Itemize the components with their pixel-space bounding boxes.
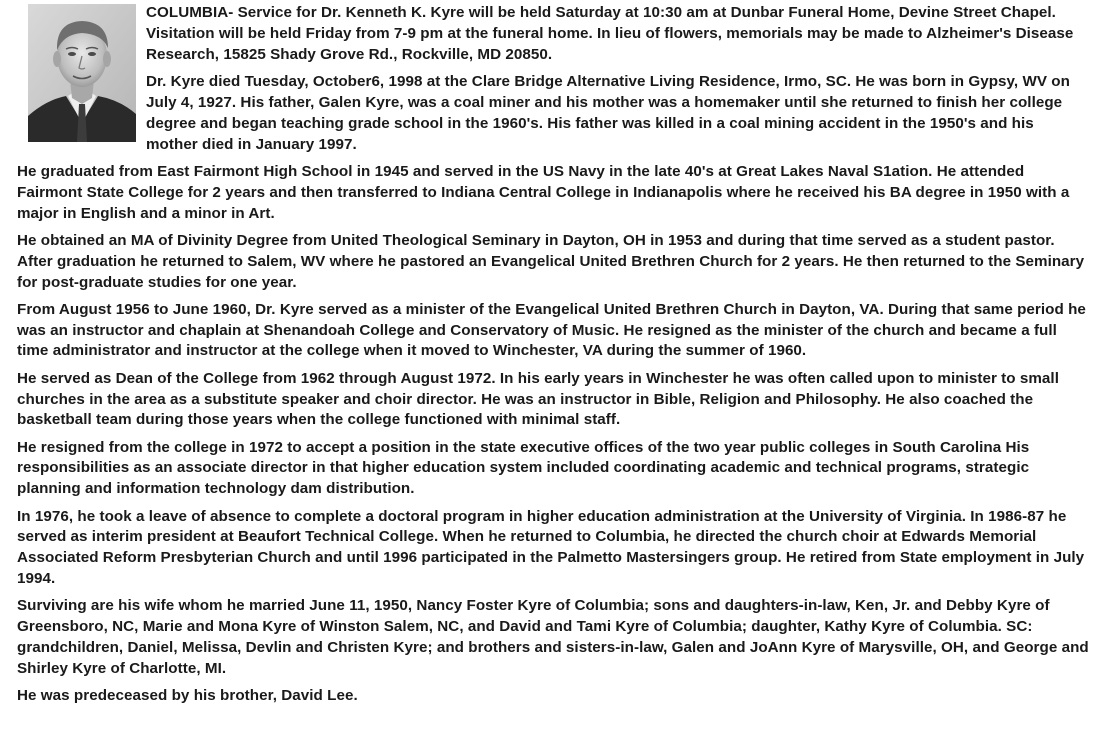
obituary-paragraph-south-carolina: He resigned from the college in 1972 to accept a position in the state executive offices of the two year public colleges in South Carolina His responsibilities as an associate director in that higher education system included coordinating academic and technical programs, strategic planning and information technology dam distribution. (17, 438, 1030, 498)
obituary-paragraph-predeceased: He was predeceased by his brother, David Lee. (17, 686, 358, 704)
obituary-paragraph-doctoral: In 1976, he took a leave of absence to complete a doctoral program in higher education administration at the University of Virginia. In 1986-87 he served as interim president at Beaufort Technical College. When he returned to Columbia, he directed the church choir at Edwards Memorial Associated Reform Presbyterian Church and until 1996 participated in the Palmetto Mastersingers group. He retired from State employment in July 1994. (17, 507, 1085, 587)
obituary-paragraph-survivors: Surviving are his wife whom he married June 11, 1950, Nancy Foster Kyre of Columbia; sons and daughters-in-law, Ken, Jr. and Debby Kyre of Greensboro, NC, Marie and Mona Kyre of Winston Salem, NC, and David and Tami Kyre of Columbia; daughter, Kathy Kyre of Columbia. SC: grandchildren, Daniel, Melissa, Devlin and Christen Kyre; and brothers and sisters-in-law, Galen and JoAnn Kyre of Marysville, OH, and George and Shirley Kyre of Charlotte, MI. (17, 597, 1089, 677)
obituary-paragraph-dean: He served as Dean of the College from 1962 through August 1972. In his early years in Winchester he was often called upon to minister to small churches in the area as a substitute speaker and choir director. He was an instructor in Bible, Religion and Philosophy. He also coached the basketball team during those years when the college functioned with minimal staff. (17, 369, 1059, 429)
portrait-photo (28, 4, 136, 142)
obituary-article (17, 3, 1089, 713)
obituary-paragraph-education: He graduated from East Fairmont High School in 1945 and served in the US Navy in the late 40's at Great Lakes Naval S1ation. He attended Fairmont State College for 2 years and then transferred to Indiana Central College in Indianapolis where he received his BA degree in 1950 with a major in English and a minor in Art. (17, 163, 1070, 222)
obituary-paragraph-service: COLUMBIA- Service for Dr. Kenneth K. Kyre will be held Saturday at 10:30 am at Dunbar Funeral Home, Devine Street Chapel. Visitation will be held Friday from 7-9 pm at the funeral home. In lieu of flowers, memorials may be made to Alzheimer's Disease Research, 15825 Shady Grove Rd., Rockville, MD 20850. (146, 4, 1074, 63)
obituary-paragraph-death-birth: Dr. Kyre died Tuesday, October6, 1998 at the Clare Bridge Alternative Living Residence, Irmo, SC. He was born in Gypsy, WV on July 4, 1927. His father, Galen Kyre, was a coal miner and his mother was a homemaker until she returned to finish her college degree and began teaching grade school in the 1960's. His father was killed in a coal mining accident in the 1950's and his mother died in January 1997. (146, 73, 1070, 153)
obituary-paragraph-ministry: From August 1956 to June 1960, Dr. Kyre served as a minister of the Evangelical United Brethren Church in Dayton, VA. During that same period he was an instructor and chaplain at Shenandoah College and Conservatory of Music. He resigned as the minister of the church and became a full time administrator and instructor at the college when it moved to Winchester, VA during the summer of 1960. (17, 300, 1086, 360)
obituary-paragraph-seminary: He obtained an MA of Divinity Degree from United Theological Seminary in Dayton, OH in 1953 and during that time served as a student pastor. After graduation he returned to Salem, WV where he pastored an Evangelical United Brethren Church for 2 years. He then returned to the Seminary for post-graduate studies for one year. (17, 231, 1085, 291)
